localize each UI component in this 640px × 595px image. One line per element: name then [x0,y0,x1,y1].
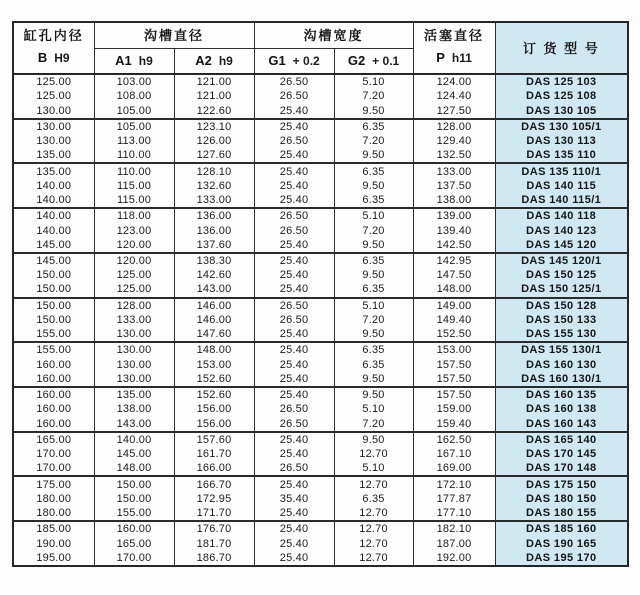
cell-width-g1: 25.40 [254,506,334,521]
header-piston-tolerance: h11 [451,50,472,65]
cell-piston-p: 142.95 [413,253,495,268]
cell-order-code: DAS 170 145 [495,447,628,461]
cell-order-code: DAS 140 123 [495,223,628,237]
cell-width-g1: 25.40 [254,163,334,178]
cell-piston-p: 129.40 [413,134,495,148]
cell-groove-a2: 127.60 [174,148,254,163]
cell-width-g1: 35.40 [254,492,334,506]
cell-width-g2: 7.20 [334,313,413,327]
cell-width-g2: 12.70 [334,447,413,461]
cell-width-g2: 9.50 [334,432,413,447]
cell-groove-a2: 121.00 [174,89,254,103]
cell-order-code: DAS 160 138 [495,402,628,416]
cell-bore-b: 135.00 [13,163,94,178]
table-row [13,103,628,118]
cell-width-g1: 26.50 [254,298,334,313]
cell-groove-a2: 147.60 [174,327,254,342]
header-groove-diameter-group: 沟槽直径 [94,22,254,48]
cell-width-g2: 5.10 [334,208,413,223]
cell-order-code: DAS 150 125/1 [495,282,628,297]
cell-width-g2: 9.50 [334,327,413,342]
cell-groove-a1: 155.00 [94,506,174,521]
cell-width-g2: 5.10 [334,298,413,313]
table-row [13,74,628,89]
cell-width-g1: 25.40 [254,476,334,491]
cell-order-code: DAS 185 160 [495,521,628,536]
table-row [13,342,628,357]
cell-width-g2: 9.50 [334,387,413,402]
cell-width-g2: 5.10 [334,461,413,476]
cell-bore-b: 140.00 [13,223,94,237]
table-row [13,416,628,431]
cell-groove-a1: 150.00 [94,492,174,506]
table-row [13,282,628,297]
cell-groove-a2: 156.00 [174,402,254,416]
header-g1: G1 + 0.2 [254,48,334,74]
cell-width-g2: 6.35 [334,119,413,134]
cell-groove-a1: 143.00 [94,416,174,431]
cell-piston-p: 142.50 [413,238,495,253]
cell-groove-a1: 110.00 [94,163,174,178]
table-header [13,22,628,74]
cell-piston-p: 152.50 [413,327,495,342]
header-piston-symbol: P [436,49,445,65]
cell-order-code: DAS 150 128 [495,298,628,313]
cell-piston-p: 172.10 [413,476,495,491]
cell-order-code: DAS 150 125 [495,268,628,282]
cell-bore-b: 170.00 [13,461,94,476]
row-group [13,387,628,432]
cell-groove-a1: 125.00 [94,268,174,282]
cell-groove-a1: 130.00 [94,327,174,342]
header-groove-width-group: 沟槽宽度 [254,22,413,48]
cell-piston-p: 128.00 [413,119,495,134]
cell-width-g2: 7.20 [334,416,413,431]
cell-width-g2: 7.20 [334,134,413,148]
cell-order-code: DAS 150 133 [495,313,628,327]
cell-width-g1: 25.40 [254,103,334,118]
cell-piston-p: 169.00 [413,461,495,476]
cell-bore-b: 140.00 [13,193,94,208]
cell-bore-b: 140.00 [13,179,94,193]
cell-piston-p: 187.00 [413,537,495,551]
cell-bore-b: 150.00 [13,313,94,327]
table-row [13,148,628,163]
table-row [13,492,628,506]
cell-groove-a1: 130.00 [94,358,174,372]
cell-order-code: DAS 140 118 [495,208,628,223]
cell-order-code: DAS 195 170 [495,551,628,566]
cell-groove-a1: 110.00 [94,148,174,163]
cell-bore-b: 145.00 [13,253,94,268]
cell-piston-p: 153.00 [413,342,495,357]
cell-piston-p: 182.10 [413,521,495,536]
cell-groove-a2: 126.00 [174,134,254,148]
cell-width-g1: 26.50 [254,89,334,103]
cell-order-code: DAS 160 143 [495,416,628,431]
cell-groove-a2: 123.10 [174,119,254,134]
cell-width-g2: 6.35 [334,282,413,297]
cell-groove-a2: 152.60 [174,387,254,402]
table-row [13,402,628,416]
table-row [13,313,628,327]
cell-bore-b: 175.00 [13,476,94,491]
header-order-code: 订 货 型 号 [495,22,628,74]
cell-bore-b: 195.00 [13,551,94,566]
cell-groove-a1: 103.00 [94,74,174,89]
cell-piston-p: 177.87 [413,492,495,506]
cell-width-g1: 25.40 [254,342,334,357]
cell-order-code: DAS 130 105 [495,103,628,118]
cell-width-g1: 26.50 [254,134,334,148]
cell-groove-a1: 105.00 [94,119,174,134]
cell-groove-a2: 133.00 [174,193,254,208]
cell-groove-a1: 123.00 [94,223,174,237]
cell-width-g1: 25.40 [254,537,334,551]
cell-bore-b: 125.00 [13,89,94,103]
row-group [13,342,628,387]
cell-width-g1: 26.50 [254,74,334,89]
cell-width-g1: 26.50 [254,402,334,416]
header-g2: G2 + 0.1 [334,48,413,74]
cell-groove-a1: 130.00 [94,342,174,357]
cell-bore-b: 135.00 [13,148,94,163]
cell-groove-a1: 115.00 [94,193,174,208]
header-bore-symbol: B [37,49,48,65]
cell-order-code: DAS 135 110 [495,148,628,163]
cell-order-code: DAS 160 130/1 [495,372,628,387]
header-piston-diameter [413,22,495,74]
cell-width-g1: 25.40 [254,253,334,268]
cell-order-code: DAS 170 148 [495,461,628,476]
cell-groove-a2: 128.10 [174,163,254,178]
cell-width-g1: 25.40 [254,551,334,566]
cell-piston-p: 127.50 [413,103,495,118]
cell-order-code: DAS 140 115/1 [495,193,628,208]
cell-groove-a1: 113.00 [94,134,174,148]
cell-bore-b: 160.00 [13,387,94,402]
cell-width-g1: 25.40 [254,521,334,536]
table-row [13,521,628,536]
cell-groove-a1: 108.00 [94,89,174,103]
cell-order-code: DAS 135 110/1 [495,163,628,178]
row-group [13,253,628,298]
cell-piston-p: 157.50 [413,372,495,387]
cell-width-g1: 25.40 [254,238,334,253]
cell-piston-p: 139.00 [413,208,495,223]
cell-groove-a2: 153.00 [174,358,254,372]
header-piston-title: 活塞直径 [424,27,485,43]
cell-groove-a2: 138.30 [174,253,254,268]
cell-order-code: DAS 180 155 [495,506,628,521]
cell-order-code: DAS 145 120 [495,238,628,253]
cell-width-g1: 25.40 [254,327,334,342]
cell-groove-a2: 176.70 [174,521,254,536]
table-row [13,89,628,103]
cell-piston-p: 149.40 [413,313,495,327]
cell-bore-b: 145.00 [13,238,94,253]
cell-width-g1: 25.40 [254,119,334,134]
cell-groove-a1: 118.00 [94,208,174,223]
row-group [13,119,628,164]
cell-groove-a1: 150.00 [94,476,174,491]
cell-order-code: DAS 160 135 [495,387,628,402]
cell-bore-b: 160.00 [13,402,94,416]
cell-width-g1: 25.40 [254,193,334,208]
cell-groove-a1: 105.00 [94,103,174,118]
cell-width-g2: 9.50 [334,268,413,282]
table-row [13,372,628,387]
cell-piston-p: 124.40 [413,89,495,103]
cell-order-code: DAS 190 165 [495,537,628,551]
cell-groove-a2: 161.70 [174,447,254,461]
row-group [13,74,628,119]
cell-piston-p: 157.50 [413,358,495,372]
header-bore-title: 缸孔内径 [23,27,84,43]
cell-groove-a1: 133.00 [94,313,174,327]
cell-groove-a1: 145.00 [94,447,174,461]
cell-width-g1: 25.40 [254,432,334,447]
cell-groove-a1: 170.00 [94,551,174,566]
table-row [13,193,628,208]
cell-width-g1: 25.40 [254,447,334,461]
header-bore-tolerance: H9 [54,50,70,65]
cell-piston-p: 177.10 [413,506,495,521]
cell-groove-a2: 136.00 [174,223,254,237]
cell-groove-a2: 172.95 [174,492,254,506]
cell-bore-b: 150.00 [13,282,94,297]
cell-groove-a2: 122.60 [174,103,254,118]
cell-piston-p: 137.50 [413,179,495,193]
cell-groove-a2: 156.00 [174,416,254,431]
cell-bore-b: 180.00 [13,506,94,521]
cell-width-g2: 7.20 [334,223,413,237]
table-row [13,432,628,447]
cell-width-g2: 12.70 [334,537,413,551]
cell-groove-a2: 171.70 [174,506,254,521]
cell-groove-a2: 181.70 [174,537,254,551]
cell-width-g2: 12.70 [334,476,413,491]
cell-width-g1: 26.50 [254,223,334,237]
cell-order-code: DAS 180 150 [495,492,628,506]
table-row [13,447,628,461]
cell-bore-b: 170.00 [13,447,94,461]
cell-order-code: DAS 145 120/1 [495,253,628,268]
table-row [13,163,628,178]
cell-width-g2: 6.35 [334,163,413,178]
cell-width-g2: 12.70 [334,551,413,566]
cell-groove-a2: 143.00 [174,282,254,297]
cell-groove-a1: 128.00 [94,298,174,313]
table-row [13,119,628,134]
cell-order-code: DAS 125 103 [495,74,628,89]
cell-order-code: DAS 130 105/1 [495,119,628,134]
cell-piston-p: 167.10 [413,447,495,461]
cell-piston-p: 157.50 [413,387,495,402]
cell-order-code: DAS 130 113 [495,134,628,148]
cell-bore-b: 155.00 [13,327,94,342]
cell-width-g2: 6.35 [334,358,413,372]
table-row [13,476,628,491]
table-row [13,551,628,566]
cell-order-code: DAS 155 130/1 [495,342,628,357]
cell-groove-a2: 166.70 [174,476,254,491]
cell-width-g2: 5.10 [334,74,413,89]
cell-groove-a1: 135.00 [94,387,174,402]
table-row [13,358,628,372]
cell-piston-p: 147.50 [413,268,495,282]
table-row [13,208,628,223]
cell-order-code: DAS 175 150 [495,476,628,491]
cell-bore-b: 185.00 [13,521,94,536]
cell-bore-b: 155.00 [13,342,94,357]
cell-width-g1: 25.40 [254,148,334,163]
cell-groove-a1: 120.00 [94,253,174,268]
cell-piston-p: 159.00 [413,402,495,416]
table-row [13,387,628,402]
cell-groove-a1: 140.00 [94,432,174,447]
table-row [13,238,628,253]
table-row [13,179,628,193]
cell-bore-b: 150.00 [13,298,94,313]
cell-width-g2: 6.35 [334,492,413,506]
row-group [13,476,628,521]
row-group [13,163,628,208]
cell-piston-p: 162.50 [413,432,495,447]
cell-groove-a2: 137.60 [174,238,254,253]
row-group [13,432,628,477]
cell-width-g2: 6.35 [334,193,413,208]
table-row [13,253,628,268]
cell-order-code: DAS 125 108 [495,89,628,103]
cell-groove-a2: 146.00 [174,298,254,313]
cell-width-g2: 7.20 [334,89,413,103]
cell-width-g2: 9.50 [334,148,413,163]
cell-width-g2: 9.50 [334,103,413,118]
header-a1: A1 h9 [94,48,174,74]
cell-bore-b: 160.00 [13,372,94,387]
cell-piston-p: 133.00 [413,163,495,178]
cell-groove-a1: 148.00 [94,461,174,476]
table-row [13,506,628,521]
table-row [13,223,628,237]
cell-bore-b: 140.00 [13,208,94,223]
cell-groove-a1: 120.00 [94,238,174,253]
row-group [13,298,628,343]
cell-groove-a1: 165.00 [94,537,174,551]
cell-groove-a1: 125.00 [94,282,174,297]
cell-width-g1: 25.40 [254,372,334,387]
cell-piston-p: 149.00 [413,298,495,313]
cell-bore-b: 160.00 [13,416,94,431]
table-row [13,134,628,148]
cell-bore-b: 125.00 [13,74,94,89]
cell-piston-p: 139.40 [413,223,495,237]
table-row [13,268,628,282]
cell-piston-p: 132.50 [413,148,495,163]
cell-width-g2: 9.50 [334,372,413,387]
table-row [13,327,628,342]
cell-groove-a2: 152.60 [174,372,254,387]
cell-bore-b: 130.00 [13,103,94,118]
cell-order-code: DAS 140 115 [495,179,628,193]
cell-width-g1: 25.40 [254,358,334,372]
cell-bore-b: 165.00 [13,432,94,447]
cell-piston-p: 148.00 [413,282,495,297]
cell-piston-p: 124.00 [413,74,495,89]
cell-width-g1: 26.50 [254,416,334,431]
cell-groove-a2: 186.70 [174,551,254,566]
cell-order-code: DAS 165 140 [495,432,628,447]
row-group [13,208,628,253]
cell-groove-a1: 160.00 [94,521,174,536]
cell-piston-p: 192.00 [413,551,495,566]
cell-width-g1: 25.40 [254,179,334,193]
cell-width-g1: 25.40 [254,268,334,282]
header-a2: A2 h9 [174,48,254,74]
cell-width-g2: 9.50 [334,238,413,253]
cell-width-g1: 26.50 [254,313,334,327]
cell-bore-b: 150.00 [13,268,94,282]
cell-groove-a1: 115.00 [94,179,174,193]
row-group [13,521,628,566]
cell-width-g1: 26.50 [254,461,334,476]
cell-groove-a1: 138.00 [94,402,174,416]
cell-groove-a1: 130.00 [94,372,174,387]
header-bore-diameter [13,22,94,74]
cell-bore-b: 180.00 [13,492,94,506]
cell-groove-a2: 157.60 [174,432,254,447]
cell-width-g2: 12.70 [334,521,413,536]
cell-groove-a2: 146.00 [174,313,254,327]
cell-width-g1: 25.40 [254,282,334,297]
cell-width-g2: 6.35 [334,253,413,268]
table-row [13,298,628,313]
table-row [13,461,628,476]
cell-piston-p: 138.00 [413,193,495,208]
cell-groove-a2: 121.00 [174,74,254,89]
cell-groove-a2: 132.60 [174,179,254,193]
cell-width-g2: 5.10 [334,402,413,416]
cell-order-code: DAS 155 130 [495,327,628,342]
cell-bore-b: 130.00 [13,119,94,134]
das-seal-spec-table [12,21,629,567]
cell-width-g1: 25.40 [254,387,334,402]
cell-width-g2: 9.50 [334,179,413,193]
cell-bore-b: 130.00 [13,134,94,148]
cell-bore-b: 160.00 [13,358,94,372]
cell-groove-a2: 166.00 [174,461,254,476]
cell-width-g2: 12.70 [334,506,413,521]
cell-bore-b: 190.00 [13,537,94,551]
cell-groove-a2: 136.00 [174,208,254,223]
table-row [13,537,628,551]
cell-width-g2: 6.35 [334,342,413,357]
cell-piston-p: 159.40 [413,416,495,431]
cell-groove-a2: 148.00 [174,342,254,357]
cell-width-g1: 26.50 [254,208,334,223]
cell-order-code: DAS 160 130 [495,358,628,372]
cell-groove-a2: 142.60 [174,268,254,282]
